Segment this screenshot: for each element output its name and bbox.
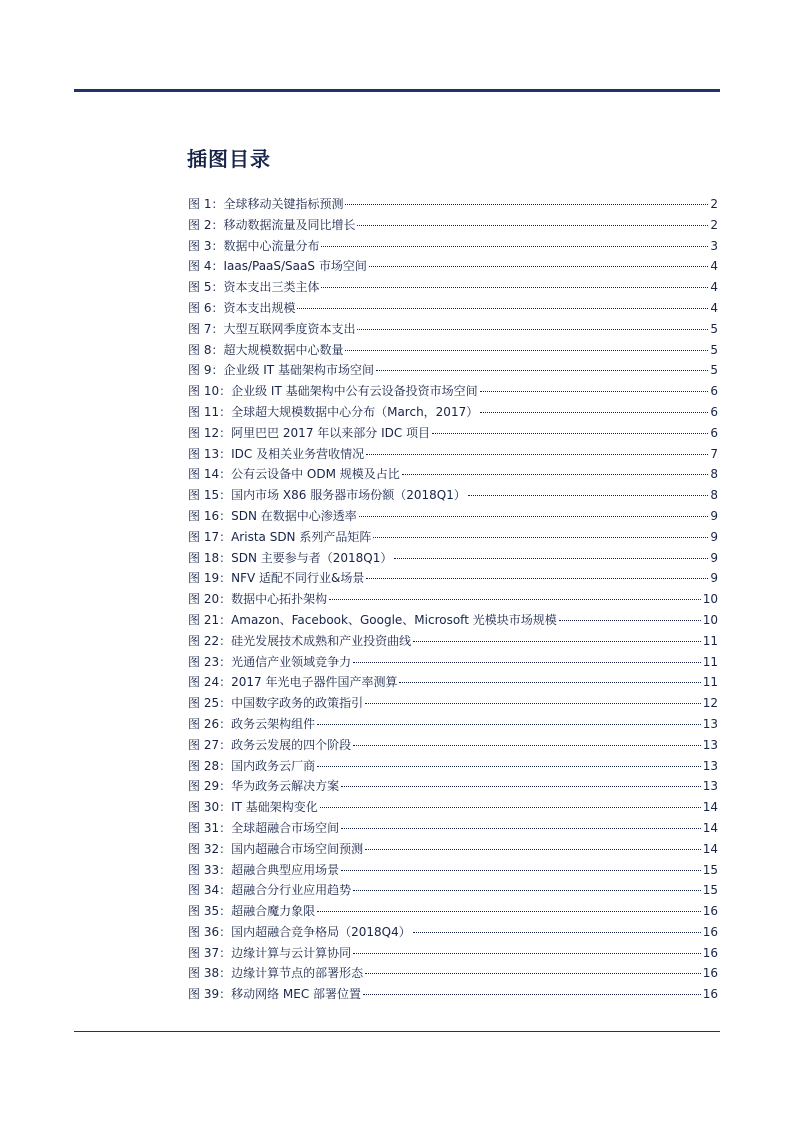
dot-leader	[366, 454, 708, 455]
toc-entry[interactable]	[188, 652, 718, 673]
page-number: 14	[702, 820, 718, 835]
figure-number: 图 35：	[188, 904, 232, 919]
figure-number: 图 11：	[188, 404, 232, 419]
dot-leader	[345, 350, 708, 351]
dot-leader	[341, 828, 701, 829]
figure-title: 硅光发展技术成熟和产业投资曲线	[231, 633, 412, 648]
page-number: 11	[702, 675, 718, 690]
dot-leader	[365, 849, 701, 850]
page-number: 12	[702, 696, 718, 711]
toc-entry[interactable]	[188, 610, 718, 631]
dot-leader	[480, 412, 708, 413]
dot-leader	[353, 745, 701, 746]
figure-title: 公有云设备中 ODM 规模及占比	[231, 467, 400, 482]
figure-number: 图 22：	[188, 633, 232, 648]
toc-entry[interactable]	[188, 402, 718, 423]
figure-title: 超大规模数据中心数量	[223, 342, 344, 357]
figure-number: 图 24：	[188, 675, 232, 690]
figure-title: 全球超大规模数据中心分布（March，2017）	[231, 404, 479, 419]
figure-title: 数据中心拓扑架构	[231, 592, 328, 607]
figure-title: 边缘计算节点的部署形态	[231, 966, 364, 981]
page-number: 6	[710, 404, 718, 419]
page-title: 插图目录	[187, 147, 271, 171]
header-rule	[74, 89, 720, 92]
figure-title: NFV 适配不同行业&场景	[231, 571, 365, 586]
figure-title: 2017 年光电子器件国产率测算	[231, 675, 398, 690]
figure-title: 政务云架构组件	[231, 716, 316, 731]
toc-entry[interactable]	[188, 818, 718, 839]
toc-entry[interactable]	[188, 527, 718, 548]
page-number: 16	[702, 924, 718, 939]
figure-number: 图 10：	[188, 384, 232, 399]
figure-number: 图 37：	[188, 945, 232, 960]
dot-leader	[365, 973, 701, 974]
page-number: 5	[710, 321, 718, 336]
toc-entry[interactable]	[188, 776, 718, 797]
figure-number: 图 18：	[188, 550, 232, 565]
figure-title: 国内政务云厂商	[231, 758, 316, 773]
figure-number: 图 9：	[188, 363, 224, 378]
dot-leader	[432, 433, 708, 434]
figure-number: 图 19：	[188, 571, 232, 586]
page-number: 9	[710, 529, 718, 544]
figure-title: 数据中心流量分布	[223, 238, 320, 253]
toc-entry[interactable]	[188, 381, 718, 402]
figure-title: 超融合典型应用场景	[231, 862, 340, 877]
figure-title: Arista SDN 系列产品矩阵	[231, 529, 372, 544]
toc-entry[interactable]	[188, 485, 718, 506]
figure-list	[188, 194, 718, 1005]
toc-entry[interactable]	[188, 340, 718, 361]
dot-leader	[317, 724, 701, 725]
dot-leader	[341, 870, 701, 871]
toc-entry[interactable]	[188, 693, 718, 714]
toc-entry[interactable]	[188, 984, 718, 1005]
dot-leader	[369, 266, 709, 267]
page-number: 16	[702, 987, 718, 1002]
page-number: 5	[710, 342, 718, 357]
dot-leader	[468, 495, 709, 496]
footer-rule	[74, 1031, 720, 1032]
figure-number: 图 20：	[188, 592, 232, 607]
figure-number: 图 12：	[188, 425, 232, 440]
dot-leader	[376, 370, 708, 371]
dot-leader	[413, 641, 701, 642]
toc-entry[interactable]	[188, 548, 718, 569]
toc-entry[interactable]	[188, 631, 718, 652]
page-number: 9	[710, 508, 718, 523]
page-number: 2	[710, 197, 718, 211]
figure-number: 图 17：	[188, 529, 232, 544]
figure-title: IT 基础架构变化	[231, 800, 318, 815]
toc-entry[interactable]	[188, 319, 718, 340]
page-number: 2	[710, 217, 718, 232]
figure-number: 图 8：	[188, 342, 224, 357]
figure-number: 图 32：	[188, 841, 232, 856]
page-number: 6	[710, 425, 718, 440]
toc-entry[interactable]	[188, 464, 718, 485]
figure-number: 图 5：	[188, 280, 224, 295]
page-number: 5	[710, 363, 718, 378]
toc-entry[interactable]	[188, 256, 718, 277]
figure-number: 图 21：	[188, 612, 232, 627]
figure-number: 图 34：	[188, 883, 232, 898]
figure-title: 大型互联网季度资本支出	[223, 321, 356, 336]
figure-number: 图 2：	[188, 217, 224, 232]
toc-entry[interactable]	[188, 589, 718, 610]
dot-leader	[359, 516, 709, 517]
figure-title: 超融合魔力象限	[231, 904, 316, 919]
toc-entry[interactable]	[188, 194, 718, 215]
toc-entry[interactable]	[188, 298, 718, 319]
figure-number: 图 15：	[188, 488, 232, 503]
figure-title: Amazon、Facebook、Google、Microsoft 光模块市场规模	[231, 612, 557, 627]
figure-title: SDN 在数据中心渗透率	[231, 508, 357, 523]
dot-leader	[321, 246, 708, 247]
page-number: 4	[710, 259, 718, 274]
toc-entry[interactable]	[188, 277, 718, 298]
figure-title: 超融合分行业应用趋势	[231, 883, 352, 898]
toc-entry[interactable]	[188, 360, 718, 381]
dot-leader	[345, 204, 708, 205]
dot-leader	[353, 662, 701, 663]
toc-entry[interactable]	[188, 444, 718, 465]
toc-entry[interactable]	[188, 880, 718, 901]
dot-leader	[363, 994, 701, 995]
page-number: 8	[710, 488, 718, 503]
dot-leader	[317, 911, 701, 912]
figure-number: 图 39：	[188, 987, 232, 1002]
figure-number: 图 30：	[188, 800, 232, 815]
toc-entry[interactable]	[188, 756, 718, 777]
page-number: 15	[702, 883, 718, 898]
figure-number: 图 14：	[188, 467, 232, 482]
figure-title: 政务云发展的四个阶段	[231, 737, 352, 752]
figure-number: 图 23：	[188, 654, 232, 669]
page-number: 9	[710, 571, 718, 586]
dot-leader	[353, 953, 701, 954]
toc-entry[interactable]	[188, 236, 718, 257]
figure-title: 国内超融合竞争格局（2018Q4）	[231, 924, 411, 939]
figure-title: SDN 主要参与者（2018Q1）	[231, 550, 393, 565]
figure-number: 图 13：	[188, 446, 232, 461]
page-number: 13	[702, 737, 718, 752]
page-number: 11	[702, 654, 718, 669]
dot-leader	[357, 225, 708, 226]
toc-entry[interactable]	[188, 423, 718, 444]
page-number: 13	[702, 779, 718, 794]
dot-leader	[365, 703, 701, 704]
toc-entry[interactable]	[188, 714, 718, 735]
page-number: 16	[702, 945, 718, 960]
figure-title: 华为政务云解决方案	[231, 779, 340, 794]
page-number: 7	[710, 446, 718, 461]
toc-entry[interactable]	[188, 215, 718, 236]
figure-number: 图 29：	[188, 779, 232, 794]
figure-title: 移动数据流量及同比增长	[223, 217, 356, 232]
dot-leader	[329, 599, 701, 600]
page-number: 14	[702, 800, 718, 815]
figure-number: 图 36：	[188, 924, 232, 939]
dot-leader	[413, 932, 701, 933]
figure-number: 图 6：	[188, 300, 224, 315]
dot-leader	[353, 890, 701, 891]
dot-leader	[394, 558, 708, 559]
dot-leader	[559, 620, 701, 621]
figure-title: 移动网络 MEC 部署位置	[231, 987, 362, 1002]
figure-title: 资本支出三类主体	[223, 280, 320, 295]
figure-title: 资本支出规模	[223, 300, 296, 315]
figure-title: 阿里巴巴 2017 年以来部分 IDC 项目	[231, 425, 431, 440]
toc-entry[interactable]	[188, 922, 718, 943]
figure-number: 图 4：	[188, 259, 224, 274]
page-number: 9	[710, 550, 718, 565]
page-number: 4	[710, 280, 718, 295]
page-number: 16	[702, 966, 718, 981]
toc-entry[interactable]	[188, 506, 718, 527]
figure-title: IDC 及相关业务营收情况	[231, 446, 365, 461]
dot-leader	[317, 766, 701, 767]
figure-title: 中国数字政务的政策指引	[231, 696, 364, 711]
page-number: 10	[702, 592, 718, 607]
figure-title: 企业级 IT 基础架构市场空间	[223, 363, 374, 378]
figure-number: 图 3：	[188, 238, 224, 253]
figure-number: 图 26：	[188, 716, 232, 731]
figure-number: 图 16：	[188, 508, 232, 523]
toc-entry[interactable]	[188, 797, 718, 818]
page-number: 13	[702, 758, 718, 773]
dot-leader	[341, 786, 701, 787]
figure-number: 图 33：	[188, 862, 232, 877]
toc-entry[interactable]	[188, 735, 718, 756]
dot-leader	[402, 474, 709, 475]
figure-title: 国内超融合市场空间预测	[231, 841, 364, 856]
toc-entry[interactable]	[188, 839, 718, 860]
dot-leader	[480, 391, 709, 392]
page-number: 6	[710, 384, 718, 399]
toc-entry[interactable]	[188, 672, 718, 693]
figure-number: 图 7：	[188, 321, 224, 336]
page-number: 10	[702, 612, 718, 627]
figure-title: 企业级 IT 基础架构中公有云设备投资市场空间	[231, 384, 478, 399]
figure-number: 图 25：	[188, 696, 232, 711]
dot-leader	[320, 807, 701, 808]
dot-leader	[321, 287, 708, 288]
dot-leader	[373, 537, 708, 538]
figure-number: 图 1：	[188, 197, 224, 211]
page-number: 3	[710, 238, 718, 253]
dot-leader	[357, 329, 708, 330]
figure-title: 光通信产业领域竞争力	[231, 654, 352, 669]
dot-leader	[366, 578, 708, 579]
page-number: 16	[702, 904, 718, 919]
page-number: 8	[710, 467, 718, 482]
dot-leader	[297, 308, 708, 309]
figure-number: 图 28：	[188, 758, 232, 773]
figure-title: 国内市场 X86 服务器市场份额（2018Q1）	[231, 488, 466, 503]
toc-entry[interactable]	[188, 568, 718, 589]
dot-leader	[399, 682, 700, 683]
toc-entry[interactable]	[188, 963, 718, 984]
figure-title: 全球超融合市场空间	[231, 820, 340, 835]
figure-title: Iaas/PaaS/SaaS 市场空间	[223, 259, 367, 274]
toc-entry[interactable]	[188, 943, 718, 964]
page-number: 14	[702, 841, 718, 856]
page-number: 15	[702, 862, 718, 877]
page-number: 4	[710, 300, 718, 315]
figure-title: 边缘计算与云计算协同	[231, 945, 352, 960]
toc-entry[interactable]	[188, 901, 718, 922]
toc-entry[interactable]	[188, 860, 718, 881]
figure-title: 全球移动关键指标预测	[223, 197, 344, 211]
figure-number: 图 31：	[188, 820, 232, 835]
figure-number: 图 27：	[188, 737, 232, 752]
page-number: 13	[702, 716, 718, 731]
figure-number: 图 38：	[188, 966, 232, 981]
page-number: 11	[702, 633, 718, 648]
